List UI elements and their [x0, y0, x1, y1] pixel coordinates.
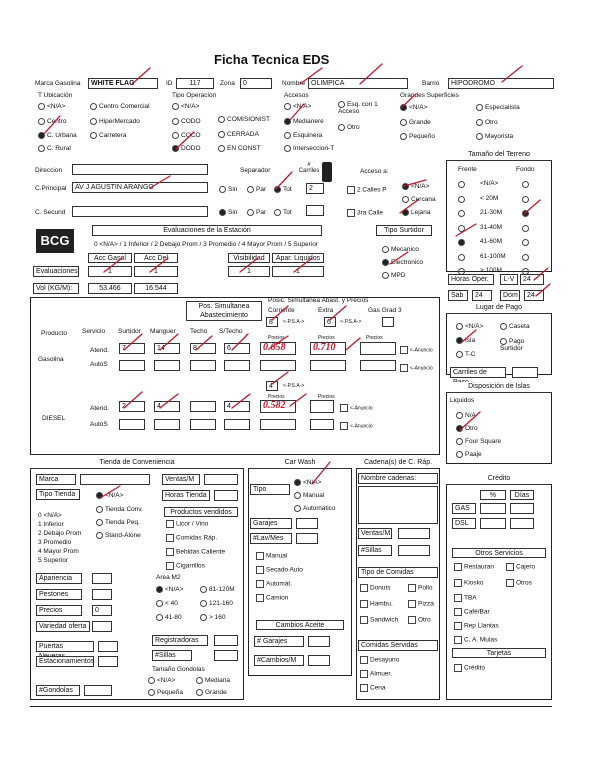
- liquidos-label: Liquidos: [450, 397, 475, 404]
- check-mark: [404, 180, 426, 186]
- page-title: Ficha Tecnica EDS: [214, 52, 330, 67]
- check-mark: [456, 224, 476, 236]
- gondolas-label: #Gondolas: [36, 685, 80, 696]
- pago-caseta-label: Caseta: [509, 323, 530, 331]
- dias-label: Días: [510, 490, 534, 500]
- registradoras-label: Registradoras: [152, 635, 208, 646]
- abast-label: Posic. Simultanea Abast. y Precios: [268, 297, 369, 304]
- n-garajes-label: # Garajes: [254, 636, 304, 647]
- lv-field[interactable]: 24: [520, 274, 544, 285]
- islas-title: Disposición de Islas: [446, 382, 552, 393]
- pago-tc-label: T-C: [465, 351, 476, 359]
- gas-price-corriente[interactable]: 0.658: [260, 342, 296, 355]
- ubic-na-label: <N/A>: [47, 103, 66, 111]
- sup-grande-label: Grande: [409, 119, 431, 127]
- apariencia-label: Apariencia: [36, 573, 82, 584]
- tienda-scale-item: 1 Inferior: [38, 521, 64, 528]
- acc-esquinera-label: Esquinera: [293, 132, 323, 140]
- op-coco-label: COCO: [181, 132, 201, 140]
- otros-mulas-label: C. A. Mulas: [464, 636, 498, 644]
- check-mark: [390, 252, 408, 264]
- vol-label: Vol (KG/M):: [33, 283, 79, 294]
- precios-label-2: Precios: [318, 335, 335, 341]
- dsl-atend-label: Atend.: [90, 405, 109, 412]
- fondo-label: Fondo: [516, 166, 535, 173]
- dsl-price[interactable]: 0.582: [260, 400, 296, 413]
- psa-diesel: <-P.S.A->: [283, 383, 305, 389]
- tamano-option-label: > 100M: [480, 267, 502, 274]
- corriente-label: Corriente: [268, 307, 295, 314]
- pestones-label: Pestones: [36, 589, 82, 600]
- barrio-field[interactable]: HIPODROMO: [448, 78, 554, 89]
- horas-label: Horas Oper.: [448, 274, 494, 285]
- check-mark: [290, 394, 306, 406]
- producto-check-0-label: Licor / Vino: [176, 520, 209, 528]
- techo-header: Techo: [190, 328, 208, 335]
- sup-na-label: <N/A>: [409, 104, 428, 112]
- surt-mecanico-label: Mecanico: [391, 246, 419, 254]
- com-sandwich-label: Sandwich: [370, 616, 399, 624]
- lv-label: L-V: [500, 274, 518, 285]
- serv-desayuno-label: Desayuno: [370, 656, 400, 664]
- op-comisionist-label: COMISIONIST: [227, 116, 270, 124]
- dom-label: Dom: [500, 290, 520, 301]
- check-mark: [104, 258, 122, 272]
- acc-interseccion-label: Interseccion-T: [293, 145, 335, 153]
- tamano-option-label: < 20M: [480, 194, 499, 202]
- tam-pequena-label: Pequeña: [157, 689, 184, 697]
- nombre-field[interactable]: OLIMPICA: [308, 78, 408, 89]
- carwash-tipo-label: Tipo: [250, 484, 290, 495]
- area-120-label: 81-120M: [209, 586, 235, 594]
- anuncio-text: <-Anuncio: [350, 423, 373, 430]
- check-mark: [270, 336, 288, 348]
- check-mark: [132, 68, 150, 84]
- cadenas-sillas-label: #Sillas: [358, 545, 392, 556]
- check-mark: [502, 66, 522, 82]
- acc-a-na-label: <N/A>: [411, 183, 430, 191]
- tam-grande-label: Grande: [205, 689, 227, 697]
- sup-otro-label: Otro: [485, 119, 498, 127]
- eval-apar-liquidos[interactable]: 1: [272, 266, 324, 277]
- tienda-scale-item: 4 Mayor Prom: [38, 548, 79, 555]
- lugar-pago-title: Lugar de Pago: [446, 303, 552, 314]
- corriente-pos[interactable]: 8: [266, 317, 278, 327]
- sab-field[interactable]: 24: [472, 290, 492, 301]
- extra-label: Extra: [318, 307, 334, 314]
- evaluaciones-label: Evaluaciones: [33, 266, 79, 277]
- op-codo-label: CODO: [181, 118, 201, 126]
- separador-label: Separador: [240, 167, 271, 174]
- tienda-scale-item: 0 <N/A>: [38, 512, 62, 519]
- tamano-option-label: <N/A>: [480, 180, 499, 187]
- sup-pequeno-label: Pequeño: [409, 133, 436, 141]
- check-mark: [240, 258, 258, 272]
- tamano-option-label: 41-60M: [480, 238, 503, 245]
- check-mark: [124, 392, 142, 408]
- otros-cafe-label: Café/Bar: [464, 608, 490, 616]
- dsl-credit-label: DSL: [452, 518, 476, 529]
- check-mark: [294, 258, 312, 272]
- horas-tienda-label: Horas Tienda: [162, 490, 210, 501]
- gas-credit-label: GAS: [452, 503, 476, 514]
- check-mark: [534, 268, 548, 280]
- nombre-label: Nombre: [282, 80, 306, 87]
- calle3-label: 3ra Calle: [357, 209, 384, 217]
- ubic-carretera-label: Carretera: [99, 132, 127, 140]
- tienda-conv-label: Tienda Conv.: [105, 506, 143, 514]
- cw-na-label: <N/A>: [303, 479, 322, 487]
- pago-na-label: <N/A>: [465, 323, 484, 331]
- otros-cajero-label: Cajero: [516, 563, 536, 571]
- check-mark: [196, 336, 212, 350]
- carriles-paso-label: Carriles de: [450, 367, 506, 378]
- anuncio-text: <-Anuncio: [410, 347, 433, 354]
- cadenas-nombre-label: Nombre cadenas:: [358, 473, 438, 484]
- n-cambios-label: #Cambios/M: [254, 655, 304, 666]
- cadenas-ventas-label: Ventas/M: [358, 528, 392, 539]
- precios-label-5: Precios: [318, 394, 335, 400]
- frente-label: Frente: [458, 166, 477, 173]
- producto-header: Producto: [41, 330, 68, 337]
- vol-field-1[interactable]: 53.466: [88, 283, 132, 294]
- tienda-scale-item: 5 Superior: [38, 557, 68, 564]
- tamano-option-label: 21-30M: [480, 209, 503, 216]
- ubic-centro-label: Centro: [47, 118, 67, 126]
- carwash-title: Car Wash: [248, 458, 352, 469]
- cambios-title: Cambios Aceite: [256, 620, 344, 630]
- tienda-scale-item: 3 Promedio: [38, 539, 72, 546]
- cp-label: C.Principal: [35, 185, 67, 192]
- carwash-check-2-label: Automát.: [266, 580, 293, 588]
- psa-extra: <-P.S.A->: [340, 319, 362, 325]
- check-mark: [524, 200, 540, 214]
- check-mark: [276, 172, 292, 189]
- com-pollo-label: Pollo: [418, 584, 433, 592]
- op-na-label: <N/A>: [181, 103, 200, 111]
- islas-na-label: N/A: [465, 412, 476, 420]
- eval-title: Evaluaciones de la Estación: [92, 225, 322, 236]
- check-mark: [312, 462, 330, 484]
- dom-field[interactable]: 24: [524, 290, 544, 301]
- check-mark: [460, 412, 480, 433]
- com-hambu-label: Hambu.: [370, 600, 393, 608]
- gas-techo-field[interactable]: 8: [190, 343, 216, 354]
- tienda-stand-label: Stand-Alone: [105, 532, 141, 540]
- acc-medianere-label: Medianere: [293, 118, 324, 126]
- precios-label-3: Precios: [366, 335, 383, 341]
- ubic-urbana-label: C. Urbana: [47, 132, 77, 140]
- acc-a-lejana-label: Lejana: [411, 209, 431, 217]
- estac-label: Estacionamientos: [36, 656, 94, 667]
- calles-label: 2 Calles P: [357, 186, 387, 194]
- tienda-marca-label: Marca: [36, 474, 76, 485]
- otros-restauran-label: Restauran: [464, 563, 494, 571]
- gas-stecho-field[interactable]: 6: [224, 343, 250, 354]
- servicio-header: Servicio: [82, 328, 106, 335]
- islas-paaje-label: Paaje: [465, 451, 482, 459]
- check-mark: [124, 334, 142, 350]
- lav-label: #Lav/Mes: [250, 533, 292, 544]
- id-label: ID: [166, 80, 173, 87]
- tam-na-label: <N/A>: [157, 677, 176, 685]
- dsl-stecho-field[interactable]: 4: [224, 401, 250, 412]
- check-mark: [400, 200, 418, 213]
- precios-label-4: Precios: [268, 394, 285, 400]
- pago-isla-label: Isla: [465, 337, 476, 345]
- anuncio-text: <-Anuncio: [410, 365, 433, 372]
- apar-liquidos-label: Apar. Liquidos: [272, 253, 324, 263]
- comidas-title: Tipo de Comidas: [358, 567, 438, 578]
- cadenas-title: Cadena(s) de C. Ráp.: [356, 458, 440, 469]
- dsl-manguer-field[interactable]: 4: [154, 401, 180, 412]
- carriles-field[interactable]: 2: [306, 183, 324, 194]
- superficies-title: Grandes Superficies: [400, 92, 459, 99]
- area-160-label: 121-160: [209, 600, 233, 608]
- islas-otro-label: Otro: [465, 425, 478, 433]
- sup-especialista-label: Especialista: [485, 104, 520, 112]
- producto-check-3-label: Cigarrillos: [176, 562, 205, 570]
- sep1-par-label: Par: [256, 186, 267, 194]
- check-mark: [160, 394, 178, 408]
- ubic-rural-label: C. Rural: [47, 145, 71, 153]
- carwash-check-3-label: Camion: [266, 594, 289, 602]
- tienda-peq-label: Tienda Peq.: [105, 519, 140, 527]
- surt-mpd-label: MPD: [391, 272, 406, 280]
- manguer-header: Manguer: [150, 328, 176, 335]
- check-mark: [272, 372, 288, 384]
- tienda-na-label: <N/A>: [105, 492, 124, 500]
- pct-label: %: [480, 490, 506, 500]
- check-mark: [232, 394, 250, 408]
- zona-field[interactable]: 0: [240, 78, 272, 89]
- tipo-surtidor-label: Tipo Surtidor: [376, 225, 432, 236]
- gas-autos-label: AutoS: [90, 361, 108, 368]
- otros-llantas-label: Rep Llantas: [464, 622, 499, 630]
- tamano-option-label: 31-40M: [480, 223, 503, 231]
- com-donuts-label: Donuts: [370, 584, 391, 592]
- pos-label: Pos. Simultanea Abastecimiento: [186, 301, 262, 321]
- tamano-title: Tamaño del Terreno: [446, 150, 552, 161]
- sab-label: Sab: [448, 290, 468, 301]
- cp-field[interactable]: AV J AGUSTIN ARANGO: [72, 182, 208, 193]
- gas-surtidor-field[interactable]: 7: [119, 343, 145, 354]
- tarjetas-title: Tarjetas: [452, 648, 546, 658]
- surtidor-header: Surtidor: [118, 328, 141, 335]
- carwash-check-0-label: Manual: [266, 552, 288, 560]
- area-40-label: < 40: [165, 600, 178, 608]
- precios-tienda-label: Precios: [36, 605, 82, 616]
- op-enconst-label: EN CONST: [227, 145, 261, 153]
- carriles-label: # Carriles: [298, 162, 320, 174]
- area-label: Area M2: [156, 574, 181, 581]
- acc-otro-label: Otro: [347, 124, 360, 132]
- sup-mayorista-label: Mayorista: [485, 133, 514, 141]
- check-mark: [150, 258, 168, 272]
- visibilidad-label: Visibilidad: [228, 253, 270, 263]
- check-mark: [402, 94, 416, 107]
- puertas-label: Puertas: [36, 641, 94, 652]
- cw-auto-label: Automatico: [303, 505, 336, 513]
- cs-label: C. Secund: [35, 209, 66, 216]
- op-dodo-label: DODO: [181, 145, 201, 153]
- gas-atend-label: Atend.: [90, 347, 109, 354]
- check-mark: [290, 104, 304, 120]
- check-mark: [536, 284, 550, 296]
- barrio-label: Barrio: [422, 80, 440, 87]
- sep2-par-label: Par: [256, 209, 267, 217]
- com-pizza-label: Pizza: [418, 600, 434, 608]
- operacion-title: Tipo Operacion: [172, 92, 217, 99]
- tamano-option-label: 61-100M: [480, 252, 506, 260]
- sep1-sin-label: Sin: [228, 186, 238, 194]
- vol-field-2[interactable]: 16.544: [134, 283, 178, 294]
- check-mark: [44, 116, 60, 134]
- precios-tienda-field[interactable]: 0: [92, 605, 112, 616]
- eval-acc-gasol[interactable]: 1: [88, 266, 132, 277]
- pago-surtidor-label: Pago Surtidor: [500, 338, 525, 353]
- check-mark: [176, 132, 194, 149]
- productos-title: Productos vendidos: [164, 507, 238, 517]
- otros-otros-label: Otros: [516, 579, 532, 587]
- serv-cena-label: Cena: [370, 684, 386, 692]
- marca-label: Marca Gasolina: [35, 80, 81, 87]
- acc-a-cercana-label: Cercana: [411, 196, 436, 204]
- area-80-label: 41-80: [165, 614, 182, 622]
- tam-mediana-label: Mediana: [205, 677, 230, 685]
- acc-esq1-label: Esq. con 1 Acceso: [338, 101, 378, 116]
- check-mark: [272, 306, 288, 320]
- com-otro-label: Otro: [418, 616, 431, 624]
- accesos-title: Accesos: [284, 92, 309, 99]
- acc-gasol-label: Acc Gasol: [88, 253, 132, 263]
- sep2-sin-label: Sin: [228, 209, 238, 217]
- serv-almuer-label: Almuer.: [370, 670, 393, 678]
- tienda-title: Tienda de Conveniencia: [30, 458, 244, 469]
- dsl-autos-label: AutoS: [90, 421, 108, 428]
- id-field[interactable]: 117: [176, 78, 214, 89]
- extra-pos[interactable]: 6: [324, 317, 336, 327]
- check-mark: [346, 338, 360, 350]
- acceso-a-label: Acceso a:: [360, 168, 389, 175]
- producto-check-1-label: Comidas Ráp.: [176, 534, 218, 542]
- carwash-check-1-label: Secado Auto: [266, 566, 303, 574]
- dsl-surtidor-field[interactable]: 2: [119, 401, 145, 412]
- check-mark: [232, 334, 248, 350]
- surt-electronico-label: Electronico: [391, 259, 424, 267]
- ubicacion-title: T Ubicación: [38, 92, 73, 99]
- sep2-tot-label: Tot: [283, 209, 292, 217]
- stecho-header: S/Techo: [219, 328, 243, 335]
- otros-tba-label: TBA: [464, 594, 477, 602]
- eval-visibilidad[interactable]: 1: [228, 266, 270, 277]
- cw-manual-label: Manual: [303, 492, 325, 500]
- ubic-cc-label: Centro Comercial: [99, 103, 150, 111]
- tarjeta-credito-label: Crédito: [464, 664, 485, 672]
- marca-field[interactable]: WHITE FLAG: [88, 78, 158, 89]
- producto-check-2-label: Bebidas Caliente: [176, 548, 226, 556]
- gasgrad-label: Gas Grad 3: [368, 307, 402, 314]
- check-mark: [360, 64, 382, 84]
- eval-acc-del[interactable]: 1: [134, 266, 178, 277]
- acc-del-label: Acc Del: [134, 253, 178, 263]
- islas-four-label: Four Square: [465, 438, 502, 446]
- ubic-hiper-label: HiperMercado: [99, 118, 140, 126]
- sep1-tot-label: Tot: [283, 186, 292, 194]
- precios-label-1: Precios: [268, 335, 285, 341]
- acc-na-label: <N/A>: [293, 103, 312, 111]
- gas-price-extra[interactable]: 0.710: [310, 342, 346, 355]
- eval-scale: 0 <N/A> / 1 Inferior / 2 Debajo Prom / 3 Promedio / 4 Mayor Prom / 5 Superior: [94, 241, 318, 248]
- check-mark: [160, 334, 178, 350]
- tienda-ventas-label: Ventas/M: [162, 474, 200, 485]
- tienda-scale-item: 2 Debajo Prom: [38, 530, 82, 537]
- otros-title: Otros Servicios: [452, 548, 546, 558]
- check-mark: [100, 486, 120, 498]
- check-mark: [330, 306, 346, 320]
- otros-kiosko-label: Kiosko: [464, 579, 484, 587]
- anuncio-text: <-Anuncio: [350, 405, 373, 412]
- tienda-sillas-label: #Sillas: [152, 650, 192, 661]
- garajes-label: Garajes: [250, 518, 292, 529]
- area-gt160-label: > 160: [209, 614, 226, 622]
- tam-gondolas-label: Tamaño Gondolas: [152, 666, 205, 673]
- psa-corriente: <-P.S.A->: [283, 319, 305, 325]
- diesel-label: DIESEL: [42, 415, 66, 422]
- check-mark: [300, 68, 322, 84]
- variedad-label: Variedad oferta: [36, 621, 90, 632]
- zona-label: Zona: [220, 80, 235, 87]
- servidas-title: Comidas Servidas: [358, 640, 438, 651]
- area-na-label: <N/A>: [165, 586, 184, 594]
- gas-manguer-field[interactable]: 14: [154, 343, 180, 354]
- gasolina-label: Gasolina: [38, 356, 64, 363]
- credito-title: Crédito: [446, 474, 552, 485]
- tipo-tienda-label: Tipo Tienda: [36, 489, 80, 500]
- diesel-pos[interactable]: 4: [266, 381, 278, 391]
- op-cerrada-label: CERRADA: [227, 131, 259, 139]
- direccion-label: Direccion: [35, 167, 63, 174]
- bcg-logo: BCG: [36, 229, 74, 253]
- check-mark: [462, 330, 476, 345]
- check-mark: [150, 176, 170, 188]
